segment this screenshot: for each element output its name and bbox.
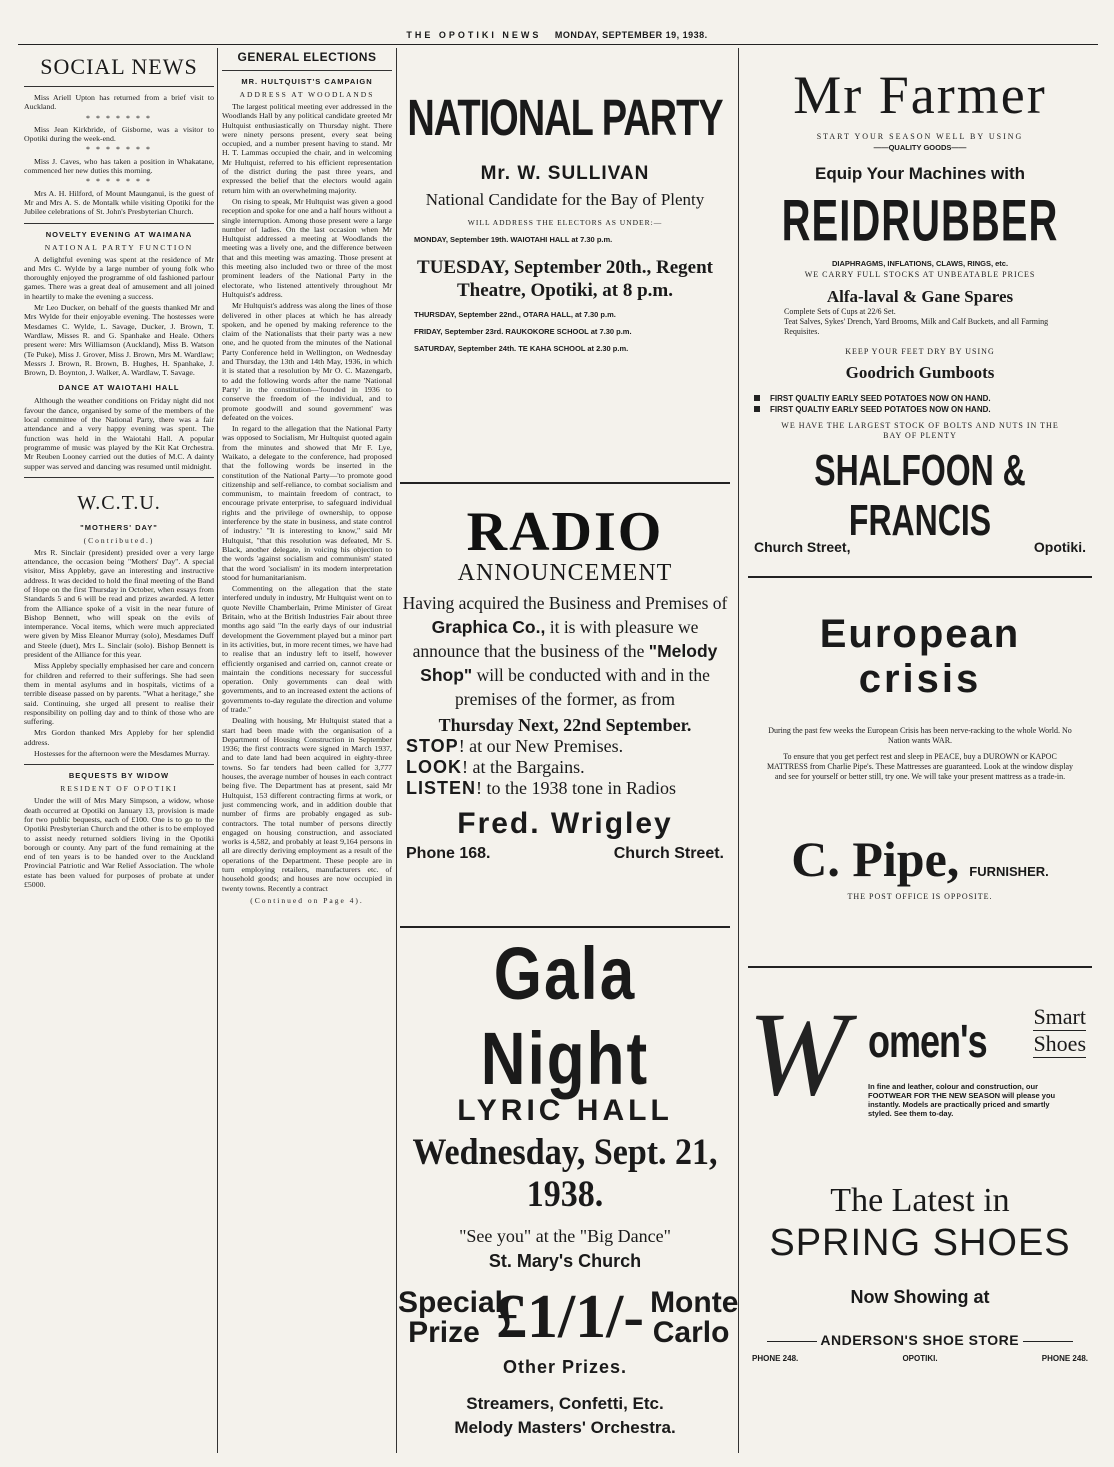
campaign-subtitle: MR. HULTQUIST'S CAMPAIGN [241,77,373,86]
quality-goods-line: ——QUALITY GOODS—— [873,143,967,152]
now-showing-line: Now Showing at [850,1287,990,1307]
equip-line: Equip Your Machines with [814,164,1025,183]
paragraph: Miss Appleby specially emphasised her care and concern for children and referred to their sufferings. She had seen them in mental asylums and in hospitals, victims of a terrible disease passed on by parents. "What a heritage," she said. Continuing, she urged all present to realise their responsibility on polling day and to think of those who are suffering. [24,661,214,727]
seed-line-1 [754,393,1092,404]
stop-line [406,736,730,757]
phone-number: Phone 168. [406,845,491,862]
shoes-advert [748,968,1092,1363]
alfa-laval-line: Alfa-laval & Gane Spares [826,287,1014,306]
paragraph: Mr Leo Ducker, on behalf of the guests thanked Mr and Mrs Wylde for their enjoyable evening. The hostesses were Mesdames C. Wylde, L. Savage, Ducker, J. Brown, T. Wardlaw, Misses R. and G. Spanhake and Heale. Others present were: Mrs Williamson (Auckland), Miss B. Watson (Te Puke), Miss J. Grover, Miss J. Brown, Mrs M. Wardlaw; Messrs J. Brown, R. Brown, B. Hughes, H. Spanhake, J. Brown, D. Boynton, J. Walker, A. Wardlaw, T. Savage. [24,303,214,378]
column-rule [396,48,397,1453]
divider [24,477,214,478]
star-separator: * * * * * * * [86,145,152,155]
stocks-line: WE CARRY FULL STOCKS AT UNBEATABLE PRICES [804,270,1036,279]
bullet-icon [754,395,760,401]
store-town: OPOTIKI. [902,1354,938,1363]
masthead [0,30,1114,40]
paragraph: The largest political meeting ever addressed in the Woodlands Hall by any political candidate greeted Mr Hultquist enthusiastically on Thursday night. There were ninety persons present, every seat being occupied, and a number present having to stand. Mr H. T. Lammas occupied the chair, and in welcoming Mr Hultquist, referred to his efficient representation of the district during the past three years, and expressed the belief that the electors would again return him with an overwhelming majority. [222,102,392,195]
meeting-thursday: THURSDAY, September 22nd., OTARA HALL, at 7.30 p.m. [414,310,616,319]
shoes-label: Shoes [1033,1031,1086,1056]
store-phone-left: PHONE 248. [752,1354,799,1363]
european-heading: European [819,612,1021,656]
listen-text: ! to the 1938 tone in Radios [476,778,676,798]
paragraph: Mr Hultquist's address was along the lines of those delivered in other places at which he has already spoken, and he opened by making reference to the claim of the Nationalists that their party was a new one, and he quoted from the minutes of the National Party Conference held in Wellington, on Wednesday and Thursday, the 13th and 14th May, 1936, in which it is stated that a resolution by Mr O. C. Mazengarb, to add the following words after the name 'National Party' in the constitution—'founded in 1936 to conserve the freedom of the individual, and to promote goodwill and sound government' was defeated on the voices. [222,301,392,422]
star-separator: * * * * * * * [86,177,152,187]
continued-note: (Continued on Page 4). [250,895,364,905]
column-adverts-center [397,50,739,1437]
prize-amount: £1/1/- [495,1283,645,1351]
teat-line: Teat Salves, Sykes' Drench, Yard Brooms, Milk and Calf Buckets, and all Farming Requisites. [784,317,1049,336]
gumboots-line: Goodrich Gumboots [845,363,995,382]
elections-title: GENERAL ELECTIONS [237,50,377,64]
womens-row [748,987,1092,1120]
social-item: Miss Jean Kirkbride, of Gisborne, was a visitor to Opotiki during the week-end. [24,124,214,144]
gala-title: Gala Night [480,933,650,1101]
seed-line-2 [754,404,1092,415]
paragraph: On rising to speak, Mr Hultquist was given a good reception and spoke for one and a half hours without a single interruption. Among those present were a large number of ladies. On the last occasion when Mr Hultquist addressed a meeting at Woodlands the meeting was a lively one, and the difference between that and this meeting was amazing. Those present at this meeting also included two or three of the most prominent leaders of the National Party in the electorate, who listened attentively throughout Mr Hultquist's address. [222,196,392,299]
advert-rule [400,482,730,484]
wctu-contributed: (Contributed.) [83,535,155,545]
star-separator: * * * * * * * [86,113,152,123]
footwear-description: In fine and leather, colour and construction, our FOOTWEAR FOR THE NEW SEASON will please you instantly. Models are practically priced and smartly styled. See them to-day. [868,1082,1056,1118]
dance-body [24,396,214,470]
gala-advert [397,932,739,1440]
crisis-text-1: During the past few weeks the European Crisis has been nerve-racking to the whole World. No Nation wants WAR. [768,726,1072,745]
furnisher-label: FURNISHER. [969,864,1049,879]
novelty-title: NOVELTY EVENING AT WAIMANA [45,229,193,239]
radio-title: RADIO [466,501,664,563]
paragraph: Mrs R. Sinclair (president) presided over a very large attendance, the occasion being "Mothers' Day". A special visitor, Miss Appleby, gave an interesting and instructive address. It was decided to hold the final meeting of the Band of Hope on the first Thursday in October, when essays from Standards 5 and 6 will be read and prizes awarded. A letter from the Alliance spoke of a visit in the near future of Bishop Bennett, who will speak on the evils of intemperance. Vocal items, which were much appreciated were given by Miss Eleanor Murray (solo), Mesdames Duff and Steele (duet), Mrs L. Sinclair (solo). Bishop Bennett is president of the Alliance for this year. [24,547,214,660]
pipe-advert [748,582,1092,901]
bequests-title: BEQUESTS BY WIDOW [68,771,170,781]
elections-body [222,102,392,893]
seed-text: FIRST QUALTIY EARLY SEED POTATOES NOW ON HAND. [770,405,991,414]
radio-text-2: it is with pleasure we announce that the business of the [412,617,699,661]
dance-title: DANCE AT WAIOTAHI HALL [58,383,180,393]
spring-shoes-line: SPRING SHOES [769,1222,1071,1264]
mr-farmer-heading: Mr Farmer [793,65,1047,125]
paragraph: Under the will of Mrs Mary Simpson, a widow, whose death occurred at Opotiki on January 13, provision is made for two public bequests, each of £100. One is to go to the Opotiki Presbyterian Church and the other is to be employed to assist needy returned soldiers living in the Opotiki borough or county. Any part of the fund remaining at the end of ten years is to be handed over to the Auckland Provincial Patriotic and War Relief Association. The whole estate has been valued for purposes of probate at under £5000. [24,796,214,889]
paragraph: Dealing with housing, Mr Hultquist stated that a start had been made with the organisation of a Department of Housing Construction in September 1936; the first contracts were signed in March 1937, and to date land had been acquired in eighty-three towns. So far tenders had been called for 3,777 houses, the average number of houses in each contract being five. The Department has at present, said Mr Hultquist, 153 different contracting firms at work, or just commencing work, and in addition double that number of firms are probably engaged as sub-contractors. The total number of persons directly engaged on housing construction, and associated works is 4,582, and probably at least 9,164 persons in all are directly deriving employment as a result of the operations of the Department. These people are in turn employing retailers, manufacturers etc. of household goods; and houses are now occupied in twenty towns. Recently a contract [222,716,392,893]
womens-word: omen's [868,1014,987,1068]
paragraph: Commenting on the allegation that the state interfered unduly in industry, Mr Hultquist went on to quote Neville Chamberlain, Prime Minister of Great Britain, who at the British Industries Fair about three months ago said "In the early days of our industrial development the Government played but a minor part in its activities, but, in more recent times, we have had to realise that an industry left to itself, however efficiently organised and carried on, cannot create or maintain the conditions necessary for successful operation. Only governments can deal with governments, and to an increased extent the actions of governments to-day regulate the direction and volume of trade." [222,584,392,714]
diaphragms-line: DIAPHRAGMS, INFLATIONS, CLAWS, RINGS, etc. [831,259,1009,268]
radio-advert [400,494,730,863]
store-name-row [748,1332,1092,1348]
divider [767,1341,817,1342]
pipe-name-row [748,830,1092,888]
paragraph: Mrs Gordon thanked Mrs Appleby for her splendid address. [24,728,214,747]
look-word: LOOK [406,757,462,777]
stop-text: ! at our New Premises. [458,736,624,756]
company-name: Graphica Co., [431,617,546,637]
social-items [24,93,214,217]
womens-w: W [748,987,848,1120]
stop-word: STOP [406,736,459,756]
candidate-name: Mr. W. SULLIVAN [480,163,650,184]
column-rule [217,48,218,1453]
column-social-news [24,50,214,891]
divider [222,70,392,71]
post-office-line: THE POST OFFICE IS OPPOSITE. [847,892,993,901]
address-notice: WILL ADDRESS THE ELECTORS AS UNDER:— [467,218,663,227]
shop-name: "Melody Shop" [420,641,718,685]
radio-text-3: will be conducted with and in the premises of the former, as from [455,665,710,709]
bolts-line: WE HAVE THE LARGEST STOCK OF BOLTS AND NUTS IN THE BAY OF PLENTY [781,421,1059,440]
column-general-elections [222,50,392,908]
candidate-description: National Candidate for the Bay of Plenty [425,190,705,209]
store-name: ANDERSON'S SHOE STORE [820,1332,1020,1348]
paragraph: Hostesses for the afternoon were the Mesdames Murray. [34,749,210,759]
listen-word: LISTEN [406,778,477,798]
wctu-title: W.C.T.U. [77,491,161,514]
pipe-name: C. Pipe, [791,831,960,887]
seed-text: FIRST QUALTIY EARLY SEED POTATOES NOW ON HAND. [770,394,991,403]
merchant-name: Fred. Wrigley [457,807,673,840]
monte-carlo-label: Monte Carlo [650,1285,739,1349]
smart-shoes [1033,1004,1086,1104]
meeting-friday: FRIDAY, September 23rd. RAUKOKORE SCHOOL at 7.30 p.m. [414,327,632,336]
orchestra-line: Melody Masters' Orchestra. [454,1418,676,1437]
look-text: ! at the Bargains. [462,757,585,777]
novelty-subtitle: NATIONAL PARTY FUNCTION [44,242,194,252]
announcement-title: ANNOUNCEMENT [457,560,673,586]
radio-body [400,591,730,711]
opening-date: Thursday Next, 22nd September. [438,715,692,735]
advert-rule [748,576,1092,578]
store-contact-row [748,1354,1092,1363]
divider [24,764,214,765]
column-rule [738,48,739,1453]
masthead-rule [18,44,1098,45]
address-subtitle: ADDRESS AT WOODLANDS [239,90,375,99]
novelty-body [24,255,214,378]
divider [24,86,214,87]
gala-date: Wednesday, Sept. 21, 1938. [412,1132,718,1215]
social-item: Miss Ariell Upton has returned from a brief visit to Auckland. [24,93,214,112]
social-item: Mrs A. H. Hilford, of Mount Maunganui, is the guest of Mr and Mrs A. S. de Montalk while visiting Opotiki for the Jubilee celebrations of St. John's Presbyterian Church. [24,188,214,217]
shop-name: SHALFOON & FRANCIS [814,446,1026,545]
reidrubber-brand: REIDRUBBER [781,189,1059,254]
street-address: Church Street. [613,845,724,862]
wctu-subtitle: "MOTHERS' DAY" [80,522,158,532]
bequests-subtitle: RESIDENT OF OPOTIKI [60,784,178,794]
national-party-heading: NATIONAL PARTY [407,90,723,148]
shop-town: Opotiki. [1033,539,1086,555]
look-line [406,757,730,778]
meeting-saturday: SATURDAY, September 24th. TE KAHA SCHOOL at 2.30 p.m. [414,344,629,353]
church-name: St. Mary's Church [488,1251,642,1271]
paragraph: Although the weather conditions on Friday night did not favour the dance, organised by some of the members of the local committee of the National Party, there was a fair attendance and a very happy evening was spent. The function was held in the Waiotahi Hall. A popular programme of music was played by the Kit Kat Orchestra. Mr Reuben Looney carried out the duties of M.C. A dainty supper was served and dancing was resumed until midnight. [24,396,214,471]
meeting-tuesday: TUESDAY, September 20th., Regent Theatre, Opotiki, at 8 p.m. [417,257,713,301]
cups-line: Complete Sets of Cups at 22/6 Set. [784,307,896,316]
start-season-line: START YOUR SEASON WELL BY USING [816,132,1024,141]
latest-line: The Latest in [830,1182,1010,1219]
divider [1023,1341,1073,1342]
social-item: Miss J. Caves, who has taken a position in Whakatane, commenced her new duties this morning. [24,156,214,176]
crisis-text-2: To ensure that you get perfect rest and sleep in PEACE, buy a DUROWN or KAPOC MATTRESS from Charlie Pipe's. These Mattresses are guaranteed. Look at the window display and see for yourself or better still, try one. We will take your present mattress as a trade-in. [766,752,1074,781]
paragraph: In regard to the allegation that the National Party was opposed to Socialism, Mr Hultquist quoted again from the minutes and showed that Mr F. Lye, Waikato, a delegate to the conference, had proposed that the following words be inserted in the constitution of the National Party—'to promote good citizenship and self-reliance, to combat socialism and communism, to maintain freedom of contract, to encourage private enterprise, to safeguard individual rights and the privilege of ownership, to oppose interference by the state in business, and state control of industry.' "It is interesting to know," said Mr Hultquist, "that this resolution was defeated, Mr S. Black, another delegate, in voicing his objection to the words 'against socialism and communism' stated that the word 'socialism' in its modern interpretation stood for humanitarianism. [222,424,392,582]
prize-row [397,1282,739,1353]
masthead-title: THE OPOTIKI NEWS [406,30,542,40]
advert-rule [400,926,730,928]
crisis-heading: crisis [858,657,982,701]
bequests-body [24,796,214,889]
keep-feet-line: KEEP YOUR FEET DRY BY USING [845,347,995,356]
wctu-body [24,548,214,759]
paragraph: A delightful evening was spent at the residence of Mr and Mrs C. Wylde by a large number of young folk who thoroughly enjoyed the programme of old fashioned parlour games. There was a great deal of amusement and all joined in heartily to make the evening a success. [24,254,214,301]
see-you-line: "See you" at the "Big Dance" [459,1226,671,1246]
special-prize-label: Special Prize [397,1285,504,1349]
hall-name: LYRIC HALL [457,1094,673,1127]
masthead-date: MONDAY, SEPTEMBER 19, 1938. [554,30,708,40]
shop-street: Church Street, [754,539,851,555]
meeting-monday: MONDAY, September 19th. WAIOTAHI HALL at 7.30 p.m. [414,235,613,244]
bullet-icon [754,406,760,412]
streamers-line: Streamers, Confetti, Etc. [466,1394,664,1413]
other-prizes: Other Prizes. [502,1357,628,1377]
smart-label: Smart [1033,1004,1086,1029]
social-news-title: SOCIAL NEWS [40,54,198,79]
radio-text-1: Having acquired the Business and Premises of [402,593,728,613]
divider [24,223,214,224]
store-phone-right: PHONE 248. [1041,1354,1088,1363]
column-adverts-right [748,50,1092,1363]
listen-line [406,778,730,799]
contact-row [400,845,730,863]
